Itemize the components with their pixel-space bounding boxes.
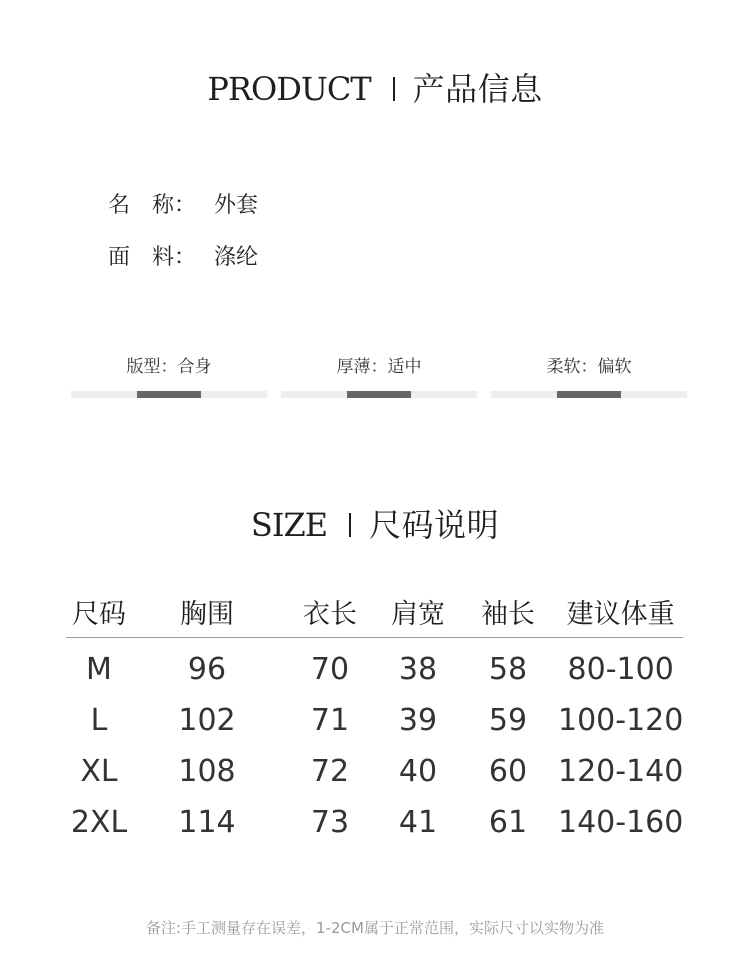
cell-sleeve: 58 bbox=[488, 652, 528, 687]
table-row bbox=[66, 695, 683, 746]
cell-length: 71 bbox=[310, 703, 350, 738]
cell-length: 72 bbox=[310, 754, 350, 789]
cell-size: M bbox=[86, 652, 112, 687]
info-value-fabric: 涤纶 bbox=[214, 245, 259, 270]
cell-shoulder: 38 bbox=[398, 652, 438, 687]
header-length: 衣长 bbox=[282, 585, 378, 638]
table-row bbox=[66, 638, 683, 696]
header-weight: 建议体重 bbox=[558, 585, 683, 638]
product-section-title bbox=[0, 64, 750, 110]
attribute-thickness-bar bbox=[281, 391, 477, 398]
size-section-title bbox=[0, 500, 750, 546]
size-title-en: SIZE bbox=[250, 506, 328, 544]
cell-chest: 114 bbox=[178, 805, 236, 840]
info-row-name bbox=[108, 188, 258, 219]
cell-weight: 120-140 bbox=[558, 754, 684, 789]
size-table-header bbox=[66, 585, 683, 638]
cell-size: 2XL bbox=[70, 805, 128, 840]
cell-weight: 140-160 bbox=[558, 805, 684, 840]
cell-length: 73 bbox=[310, 805, 350, 840]
attribute-fit bbox=[71, 352, 267, 398]
attribute-softness-value: 偏软 bbox=[597, 357, 632, 377]
header-shoulder: 肩宽 bbox=[378, 585, 458, 638]
info-label-fabric: 面 料： bbox=[108, 245, 197, 270]
attribute-thickness bbox=[281, 352, 477, 398]
cell-chest: 96 bbox=[187, 652, 227, 687]
header-sleeve: 袖长 bbox=[458, 585, 558, 638]
cell-weight: 80-100 bbox=[567, 652, 674, 687]
attribute-thickness-label: 厚薄： bbox=[336, 357, 388, 377]
size-table bbox=[66, 585, 683, 848]
cell-size: L bbox=[90, 703, 108, 738]
table-row bbox=[66, 746, 683, 797]
attribute-softness-text bbox=[491, 352, 687, 377]
attribute-thickness-indicator bbox=[347, 391, 411, 398]
cell-shoulder: 40 bbox=[398, 754, 438, 789]
table-row bbox=[66, 797, 683, 848]
product-title-en: PRODUCT bbox=[207, 70, 371, 108]
title-divider bbox=[393, 77, 395, 101]
attribute-fit-indicator bbox=[137, 391, 201, 398]
attribute-fit-text bbox=[71, 352, 267, 377]
attribute-softness-bar bbox=[491, 391, 687, 398]
header-size: 尺码 bbox=[66, 585, 132, 638]
cell-sleeve: 61 bbox=[488, 805, 528, 840]
info-value-name: 外套 bbox=[214, 193, 259, 218]
size-title-zh: 尺码说明 bbox=[369, 506, 500, 544]
measurement-note: 备注:手工测量存在误差，1-2CM属于正常范围，实际尺寸以实物为准 bbox=[146, 919, 604, 937]
header-chest: 胸围 bbox=[132, 585, 282, 638]
cell-size: XL bbox=[80, 754, 118, 789]
cell-length: 70 bbox=[310, 652, 350, 687]
cell-weight: 100-120 bbox=[558, 703, 684, 738]
attribute-softness bbox=[491, 352, 687, 398]
attribute-thickness-text bbox=[281, 352, 477, 377]
cell-sleeve: 59 bbox=[488, 703, 528, 738]
cell-shoulder: 41 bbox=[398, 805, 438, 840]
info-label-name: 名 称： bbox=[108, 193, 197, 218]
title-divider bbox=[349, 513, 351, 537]
attribute-fit-bar bbox=[71, 391, 267, 398]
cell-chest: 108 bbox=[178, 754, 236, 789]
attribute-softness-indicator bbox=[557, 391, 621, 398]
info-row-fabric bbox=[108, 240, 258, 271]
attribute-softness-label: 柔软： bbox=[546, 357, 598, 377]
attribute-thickness-value: 适中 bbox=[387, 357, 422, 377]
cell-shoulder: 39 bbox=[398, 703, 438, 738]
attribute-fit-value: 合身 bbox=[177, 357, 212, 377]
attribute-fit-label: 版型： bbox=[126, 357, 178, 377]
cell-sleeve: 60 bbox=[488, 754, 528, 789]
product-title-zh: 产品信息 bbox=[412, 70, 543, 108]
cell-chest: 102 bbox=[178, 703, 236, 738]
